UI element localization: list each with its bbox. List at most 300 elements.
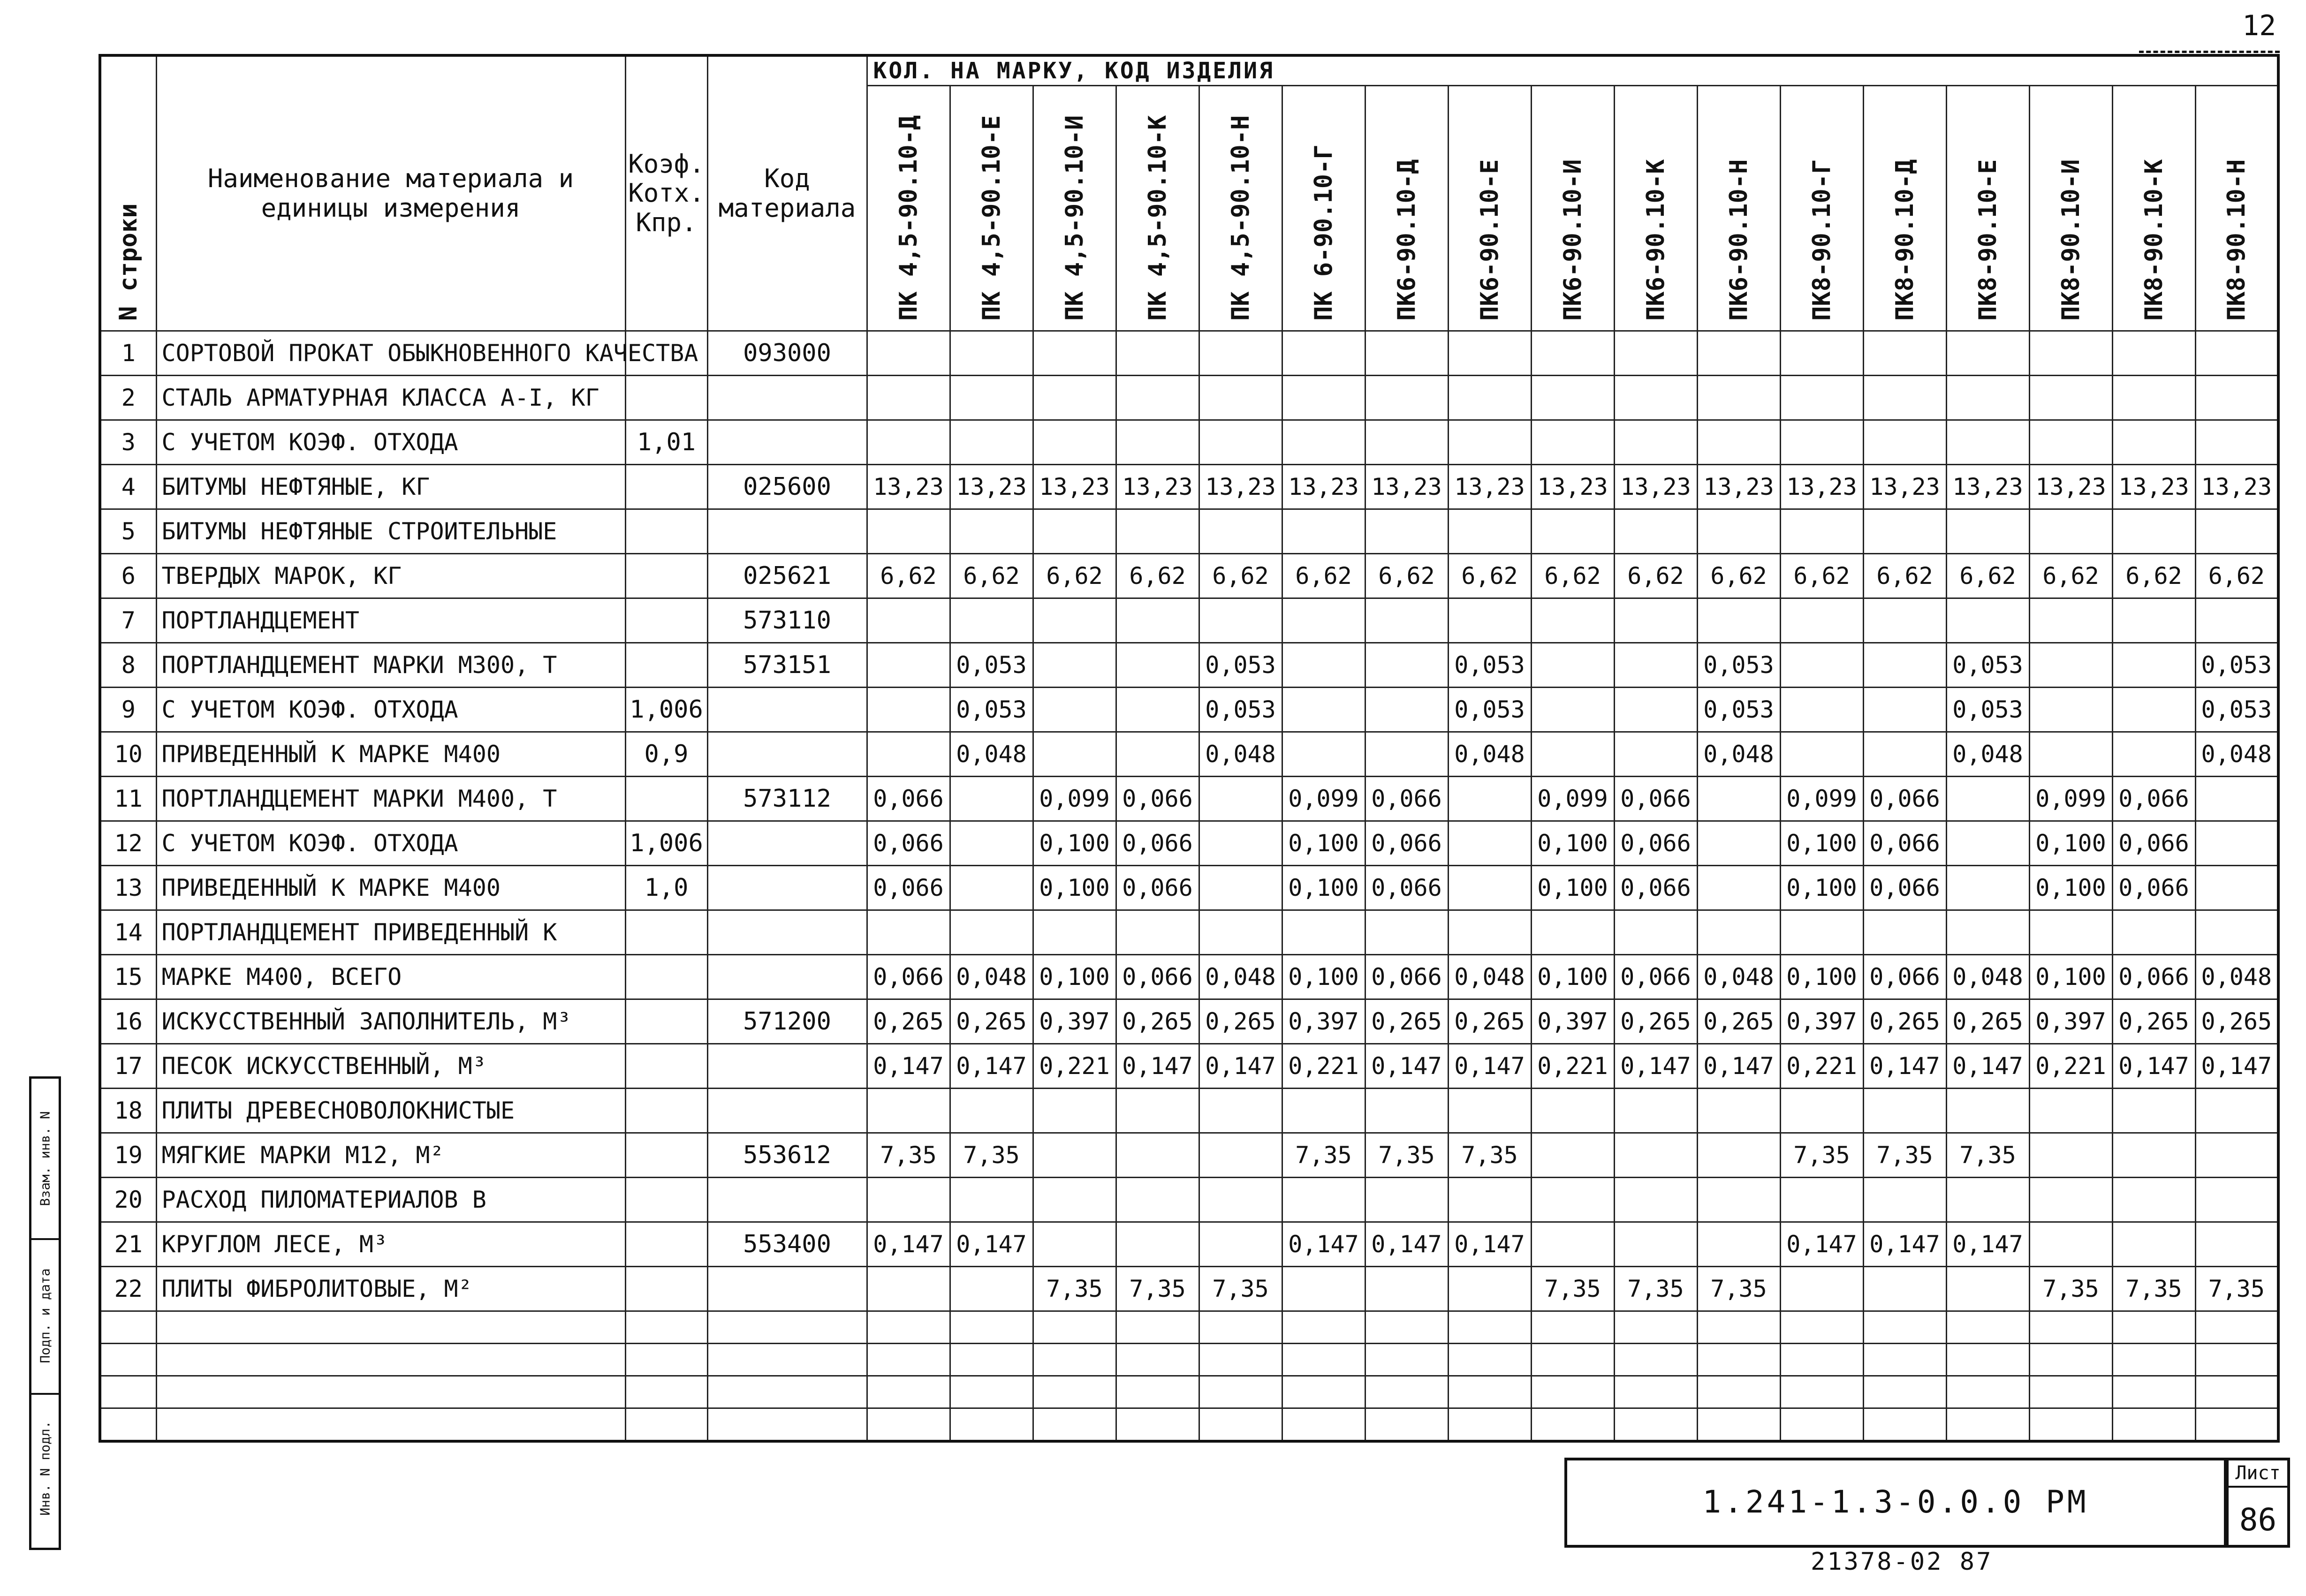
- empty-cell: [2029, 1344, 2112, 1376]
- quantity-cell: 0,265: [1199, 999, 1282, 1044]
- quantity-cell: 0,053: [1448, 643, 1531, 688]
- quantity-cell: 0,147: [1780, 1222, 1863, 1267]
- quantity-cell: 0,066: [1365, 955, 1448, 999]
- quantity-cell: 0,099: [1282, 777, 1365, 821]
- material-code: 553400: [707, 1222, 867, 1267]
- quantity-cell: [1448, 509, 1531, 554]
- material-name: ПРИВЕДЕННЫЙ К МАРКЕ М400: [156, 866, 625, 910]
- empty-row: [100, 1344, 2278, 1376]
- header-product: [1697, 86, 1780, 331]
- table-row: [100, 420, 2278, 465]
- quantity-cell: 0,053: [1199, 643, 1282, 688]
- quantity-cell: 0,053: [1946, 643, 2029, 688]
- row-number: 16: [100, 999, 156, 1044]
- table-row: [100, 1133, 2278, 1178]
- quantity-cell: [1946, 866, 2029, 910]
- table-row: [100, 1089, 2278, 1133]
- quantity-cell: 6,62: [1531, 554, 1614, 598]
- side-label-inventory: Инв. N подл.: [37, 1420, 53, 1516]
- empty-cell: [1531, 1376, 1614, 1408]
- quantity-cell: 6,62: [2195, 554, 2278, 598]
- quantity-cell: 0,048: [1697, 955, 1780, 999]
- quantity-cell: 13,23: [1033, 465, 1116, 509]
- quantity-cell: 7,35: [1780, 1133, 1863, 1178]
- quantity-cell: 0,066: [1863, 866, 1946, 910]
- material-code: [707, 509, 867, 554]
- quantity-cell: [1365, 376, 1448, 420]
- material-code: 573112: [707, 777, 867, 821]
- empty-cell: [950, 1311, 1033, 1344]
- quantity-cell: 13,23: [1697, 465, 1780, 509]
- quantity-cell: 13,23: [1448, 465, 1531, 509]
- quantity-cell: [1946, 509, 2029, 554]
- quantity-cell: [950, 821, 1033, 866]
- table-row: [100, 376, 2278, 420]
- quantity-cell: [1780, 732, 1863, 777]
- coefficient: [625, 910, 707, 955]
- side-label-substitution: Взам. инв. N: [37, 1111, 53, 1206]
- empty-cell: [1365, 1376, 1448, 1408]
- document-code: 1.241-1.3-0.0.0 РМ: [1702, 1484, 2089, 1520]
- row-number: 15: [100, 955, 156, 999]
- quantity-cell: 13,23: [1199, 465, 1282, 509]
- quantity-cell: [1033, 331, 1116, 376]
- quantity-cell: [1033, 1178, 1116, 1222]
- material-code: 571200: [707, 999, 867, 1044]
- quantity-cell: [2112, 910, 2195, 955]
- header-row-number: N строки: [100, 55, 156, 331]
- table-row: [100, 598, 2278, 643]
- empty-cell: [707, 1408, 867, 1442]
- quantity-cell: [1697, 821, 1780, 866]
- quantity-cell: 0,147: [1199, 1044, 1282, 1089]
- quantity-cell: [1531, 688, 1614, 732]
- quantity-cell: [2029, 598, 2112, 643]
- material-code: 573110: [707, 598, 867, 643]
- quantity-cell: 7,35: [1697, 1267, 1780, 1311]
- quantity-cell: 6,62: [1614, 554, 1697, 598]
- quantity-cell: [1780, 376, 1863, 420]
- quantity-cell: 0,048: [2195, 732, 2278, 777]
- coefficient: [625, 777, 707, 821]
- quantity-cell: [950, 1089, 1033, 1133]
- empty-cell: [1282, 1408, 1365, 1442]
- coefficient: [625, 598, 707, 643]
- empty-cell: [1033, 1376, 1116, 1408]
- quantity-cell: [1614, 331, 1697, 376]
- empty-cell: [2195, 1408, 2278, 1442]
- quantity-cell: [2112, 1089, 2195, 1133]
- quantity-cell: [1282, 1267, 1365, 1311]
- product-code: ПК8-90.10-И: [2056, 159, 2085, 321]
- quantity-cell: [2029, 420, 2112, 465]
- quantity-cell: 7,35: [1033, 1267, 1116, 1311]
- quantity-cell: [1448, 376, 1531, 420]
- quantity-cell: 7,35: [867, 1133, 950, 1178]
- empty-row: [100, 1311, 2278, 1344]
- quantity-cell: [2112, 1178, 2195, 1222]
- quantity-cell: [950, 420, 1033, 465]
- quantity-cell: [867, 732, 950, 777]
- quantity-cell: [1531, 1178, 1614, 1222]
- header-product: [1116, 86, 1199, 331]
- quantity-cell: [2112, 732, 2195, 777]
- material-name: МЯГКИЕ МАРКИ М12, М²: [156, 1133, 625, 1178]
- row-number: 9: [100, 688, 156, 732]
- quantity-cell: [1116, 910, 1199, 955]
- quantity-cell: [1780, 598, 1863, 643]
- quantity-cell: [1780, 420, 1863, 465]
- quantity-cell: [1531, 1222, 1614, 1267]
- quantity-cell: 6,62: [2029, 554, 2112, 598]
- product-code: ПК6-90.10-Д: [1392, 159, 1421, 321]
- quantity-cell: [1863, 1178, 1946, 1222]
- quantity-cell: [1033, 688, 1116, 732]
- quantity-cell: 0,066: [867, 955, 950, 999]
- empty-cell: [707, 1344, 867, 1376]
- table-row: [100, 643, 2278, 688]
- quantity-cell: [867, 331, 950, 376]
- empty-cell: [1365, 1344, 1448, 1376]
- quantity-cell: 13,23: [1365, 465, 1448, 509]
- material-name: ПОРТЛАНДЦЕМЕНТ МАРКИ М400, Т: [156, 777, 625, 821]
- quantity-cell: 0,265: [1697, 999, 1780, 1044]
- quantity-cell: 13,23: [1282, 465, 1365, 509]
- quantity-cell: [1033, 598, 1116, 643]
- quantity-cell: [867, 688, 950, 732]
- table-row: [100, 866, 2278, 910]
- empty-cell: [1614, 1408, 1697, 1442]
- product-code: ПК 4,5-90.10-Н: [1226, 115, 1255, 321]
- product-code: ПК6-90.10-К: [1641, 159, 1670, 321]
- coefficient: [625, 1044, 707, 1089]
- quantity-cell: 0,048: [1946, 955, 2029, 999]
- quantity-cell: 0,100: [1033, 866, 1116, 910]
- quantity-cell: [1365, 1267, 1448, 1311]
- quantity-cell: [1697, 509, 1780, 554]
- row-number: 5: [100, 509, 156, 554]
- quantity-cell: 0,100: [1033, 821, 1116, 866]
- quantity-cell: [2195, 910, 2278, 955]
- empty-cell: [100, 1408, 156, 1442]
- quantity-cell: 0,221: [1282, 1044, 1365, 1089]
- table-body: [100, 331, 2278, 1442]
- quantity-cell: 0,066: [1614, 821, 1697, 866]
- quantity-cell: [1614, 420, 1697, 465]
- quantity-cell: 6,62: [1199, 554, 1282, 598]
- header-product: [1365, 86, 1448, 331]
- quantity-cell: [1780, 643, 1863, 688]
- quantity-cell: 0,265: [2112, 999, 2195, 1044]
- quantity-cell: [2112, 1133, 2195, 1178]
- quantity-cell: [1863, 910, 1946, 955]
- quantity-cell: 0,099: [2029, 777, 2112, 821]
- coefficient: [625, 465, 707, 509]
- header-coefficient: Коэф. Котх. Кпр.: [625, 55, 707, 331]
- quantity-cell: [1614, 910, 1697, 955]
- coefficient: 0,9: [625, 732, 707, 777]
- quantity-cell: [2195, 866, 2278, 910]
- empty-cell: [1199, 1344, 1282, 1376]
- material-name: ПОРТЛАНДЦЕМЕНТ: [156, 598, 625, 643]
- quantity-cell: [2195, 1133, 2278, 1178]
- quantity-cell: [2112, 1222, 2195, 1267]
- quantity-cell: 0,053: [2195, 688, 2278, 732]
- quantity-cell: 0,066: [1614, 955, 1697, 999]
- empty-cell: [950, 1344, 1033, 1376]
- quantity-cell: [1033, 1222, 1116, 1267]
- quantity-cell: 7,35: [950, 1133, 1033, 1178]
- quantity-cell: [1863, 598, 1946, 643]
- quantity-cell: 0,100: [1780, 955, 1863, 999]
- empty-cell: [2112, 1408, 2195, 1442]
- table-row: [100, 1267, 2278, 1311]
- quantity-cell: 0,147: [1697, 1044, 1780, 1089]
- product-code: ПК8-90.10-Е: [1973, 159, 2002, 321]
- quantity-cell: [1365, 1178, 1448, 1222]
- product-code: ПК 4,5-90.10-К: [1143, 115, 1172, 321]
- empty-cell: [1033, 1311, 1116, 1344]
- material-name: КРУГЛОМ ЛЕСЕ, М³: [156, 1222, 625, 1267]
- quantity-cell: 0,066: [867, 821, 950, 866]
- quantity-cell: [1365, 732, 1448, 777]
- material-code: [707, 376, 867, 420]
- sheet-label: Лист: [2229, 1462, 2287, 1488]
- quantity-cell: 0,397: [1780, 999, 1863, 1044]
- empty-cell: [1697, 1376, 1780, 1408]
- quantity-cell: 0,100: [1531, 866, 1614, 910]
- empty-cell: [867, 1344, 950, 1376]
- quantity-cell: 0,053: [1199, 688, 1282, 732]
- quantity-cell: [2112, 420, 2195, 465]
- empty-cell: [625, 1344, 707, 1376]
- quantity-cell: 0,053: [950, 643, 1033, 688]
- quantity-cell: [2195, 331, 2278, 376]
- quantity-cell: [950, 866, 1033, 910]
- quantity-cell: 13,23: [1780, 465, 1863, 509]
- empty-cell: [156, 1344, 625, 1376]
- row-number: 10: [100, 732, 156, 777]
- material-name: СТАЛЬ АРМАТУРНАЯ КЛАССА А-I, КГ: [156, 376, 625, 420]
- quantity-cell: [1946, 1178, 2029, 1222]
- title-block-stamp: [1564, 1458, 2227, 1548]
- header-product: [867, 86, 950, 331]
- quantity-cell: [1365, 331, 1448, 376]
- quantity-cell: [1448, 821, 1531, 866]
- quantity-cell: 7,35: [1614, 1267, 1697, 1311]
- quantity-cell: [1614, 376, 1697, 420]
- quantity-cell: [1614, 688, 1697, 732]
- quantity-cell: 7,35: [1116, 1267, 1199, 1311]
- empty-cell: [2029, 1408, 2112, 1442]
- material-code: 025621: [707, 554, 867, 598]
- row-number: 1: [100, 331, 156, 376]
- quantity-cell: [1946, 777, 2029, 821]
- quantity-cell: [2195, 598, 2278, 643]
- quantity-cell: [1282, 420, 1365, 465]
- empty-cell: [100, 1376, 156, 1408]
- quantity-cell: [1033, 420, 1116, 465]
- quantity-cell: 0,066: [867, 777, 950, 821]
- quantity-cell: [1780, 1089, 1863, 1133]
- quantity-cell: [867, 1267, 950, 1311]
- quantity-cell: [2195, 777, 2278, 821]
- quantity-cell: [1697, 598, 1780, 643]
- quantity-cell: [1531, 420, 1614, 465]
- quantity-cell: [1116, 509, 1199, 554]
- material-code: [707, 910, 867, 955]
- quantity-cell: 0,265: [1946, 999, 2029, 1044]
- quantity-cell: 0,099: [1531, 777, 1614, 821]
- quantity-cell: 7,35: [1863, 1133, 1946, 1178]
- quantity-cell: 6,62: [867, 554, 950, 598]
- empty-cell: [2112, 1376, 2195, 1408]
- quantity-cell: 0,066: [1365, 777, 1448, 821]
- empty-cell: [1780, 1311, 1863, 1344]
- quantity-cell: 0,147: [1448, 1222, 1531, 1267]
- quantity-cell: 0,066: [1116, 777, 1199, 821]
- materials-table: [99, 54, 2280, 1443]
- empty-cell: [156, 1408, 625, 1442]
- quantity-cell: 7,35: [2029, 1267, 2112, 1311]
- quantity-cell: 0,066: [2112, 821, 2195, 866]
- material-name: ПОРТЛАНДЦЕМЕНТ ПРИВЕДЕННЫЙ К: [156, 910, 625, 955]
- quantity-cell: 0,100: [1780, 866, 1863, 910]
- quantity-cell: 0,265: [1365, 999, 1448, 1044]
- quantity-cell: 0,147: [1614, 1044, 1697, 1089]
- row-number: 12: [100, 821, 156, 866]
- quantity-cell: [867, 598, 950, 643]
- quantity-cell: [867, 1089, 950, 1133]
- quantity-cell: [1780, 688, 1863, 732]
- quantity-cell: [1697, 1089, 1780, 1133]
- quantity-cell: 0,066: [1116, 955, 1199, 999]
- coefficient: [625, 955, 707, 999]
- quantity-cell: 13,23: [867, 465, 950, 509]
- quantity-cell: 7,35: [2195, 1267, 2278, 1311]
- empty-cell: [2029, 1311, 2112, 1344]
- table-row: [100, 821, 2278, 866]
- quantity-cell: [1863, 732, 1946, 777]
- header-product: [1531, 86, 1614, 331]
- quantity-cell: [1448, 598, 1531, 643]
- order-number: 21378-02 87: [1811, 1548, 1993, 1576]
- quantity-cell: 6,62: [1033, 554, 1116, 598]
- empty-cell: [625, 1376, 707, 1408]
- side-approval-strip: [29, 1076, 61, 1550]
- quantity-cell: [2029, 1089, 2112, 1133]
- table-row: [100, 331, 2278, 376]
- quantity-cell: [1116, 420, 1199, 465]
- quantity-cell: [1531, 598, 1614, 643]
- quantity-cell: 7,35: [1365, 1133, 1448, 1178]
- header-product: [1863, 86, 1946, 331]
- quantity-cell: [1116, 331, 1199, 376]
- table-row: [100, 999, 2278, 1044]
- header-material-name: Наименование материала и единицы измерения: [156, 55, 625, 331]
- quantity-cell: [1697, 866, 1780, 910]
- quantity-cell: [1697, 1178, 1780, 1222]
- material-code: [707, 1089, 867, 1133]
- header-product: [1946, 86, 2029, 331]
- quantity-cell: [1033, 1089, 1116, 1133]
- quantity-cell: 0,066: [1365, 821, 1448, 866]
- quantity-cell: [1448, 866, 1531, 910]
- empty-cell: [1780, 1344, 1863, 1376]
- quantity-cell: [1531, 331, 1614, 376]
- quantity-cell: 13,23: [1614, 465, 1697, 509]
- quantity-cell: 0,066: [2112, 777, 2195, 821]
- quantity-cell: 0,397: [1033, 999, 1116, 1044]
- quantity-cell: [1116, 688, 1199, 732]
- quantity-cell: 0,048: [1199, 955, 1282, 999]
- header-product: [1448, 86, 1531, 331]
- empty-cell: [1946, 1408, 2029, 1442]
- empty-cell: [1448, 1311, 1531, 1344]
- quantity-cell: [1863, 376, 1946, 420]
- quantity-cell: 0,147: [867, 1222, 950, 1267]
- quantity-cell: 6,62: [1282, 554, 1365, 598]
- quantity-cell: [1946, 910, 2029, 955]
- quantity-cell: [950, 777, 1033, 821]
- quantity-cell: 0,397: [2029, 999, 2112, 1044]
- header-quantity-group: КОЛ. НА МАРКУ, КОД ИЗДЕЛИЯ: [867, 55, 2278, 86]
- quantity-cell: 0,147: [950, 1044, 1033, 1089]
- quantity-cell: 0,048: [1448, 955, 1531, 999]
- quantity-cell: [1199, 910, 1282, 955]
- quantity-cell: [2112, 376, 2195, 420]
- material-name: С УЧЕТОМ КОЭФ. ОТХОДА: [156, 688, 625, 732]
- quantity-cell: [2195, 420, 2278, 465]
- material-name: МАРКЕ М400, ВСЕГО: [156, 955, 625, 999]
- quantity-cell: [1697, 777, 1780, 821]
- quantity-cell: [1199, 1178, 1282, 1222]
- product-code: ПК6-90.10-Е: [1475, 159, 1504, 321]
- coefficient: [625, 1089, 707, 1133]
- quantity-cell: [1531, 732, 1614, 777]
- quantity-cell: 0,265: [1614, 999, 1697, 1044]
- quantity-cell: [950, 1178, 1033, 1222]
- side-label-signature-date: Подп. и дата: [37, 1268, 53, 1363]
- quantity-cell: [950, 598, 1033, 643]
- empty-cell: [950, 1408, 1033, 1442]
- empty-cell: [867, 1408, 950, 1442]
- quantity-cell: [2112, 643, 2195, 688]
- quantity-cell: 0,147: [1448, 1044, 1531, 1089]
- empty-cell: [1448, 1344, 1531, 1376]
- quantity-cell: [867, 376, 950, 420]
- quantity-cell: 0,397: [1531, 999, 1614, 1044]
- empty-cell: [1863, 1311, 1946, 1344]
- quantity-cell: 0,066: [2112, 866, 2195, 910]
- quantity-cell: 0,100: [2029, 821, 2112, 866]
- quantity-cell: 0,147: [1365, 1222, 1448, 1267]
- empty-cell: [867, 1311, 950, 1344]
- material-name: ПОРТЛАНДЦЕМЕНТ МАРКИ М300, Т: [156, 643, 625, 688]
- coefficient: [625, 376, 707, 420]
- table-row: [100, 1222, 2278, 1267]
- quantity-cell: 0,265: [2195, 999, 2278, 1044]
- quantity-cell: [1531, 1133, 1614, 1178]
- empty-cell: [1282, 1311, 1365, 1344]
- quantity-cell: 0,265: [950, 999, 1033, 1044]
- empty-cell: [625, 1408, 707, 1442]
- quantity-cell: 0,265: [1116, 999, 1199, 1044]
- quantity-cell: 0,147: [1282, 1222, 1365, 1267]
- empty-cell: [1199, 1376, 1282, 1408]
- sheet-number: 86: [2239, 1502, 2277, 1538]
- quantity-cell: 0,066: [1863, 821, 1946, 866]
